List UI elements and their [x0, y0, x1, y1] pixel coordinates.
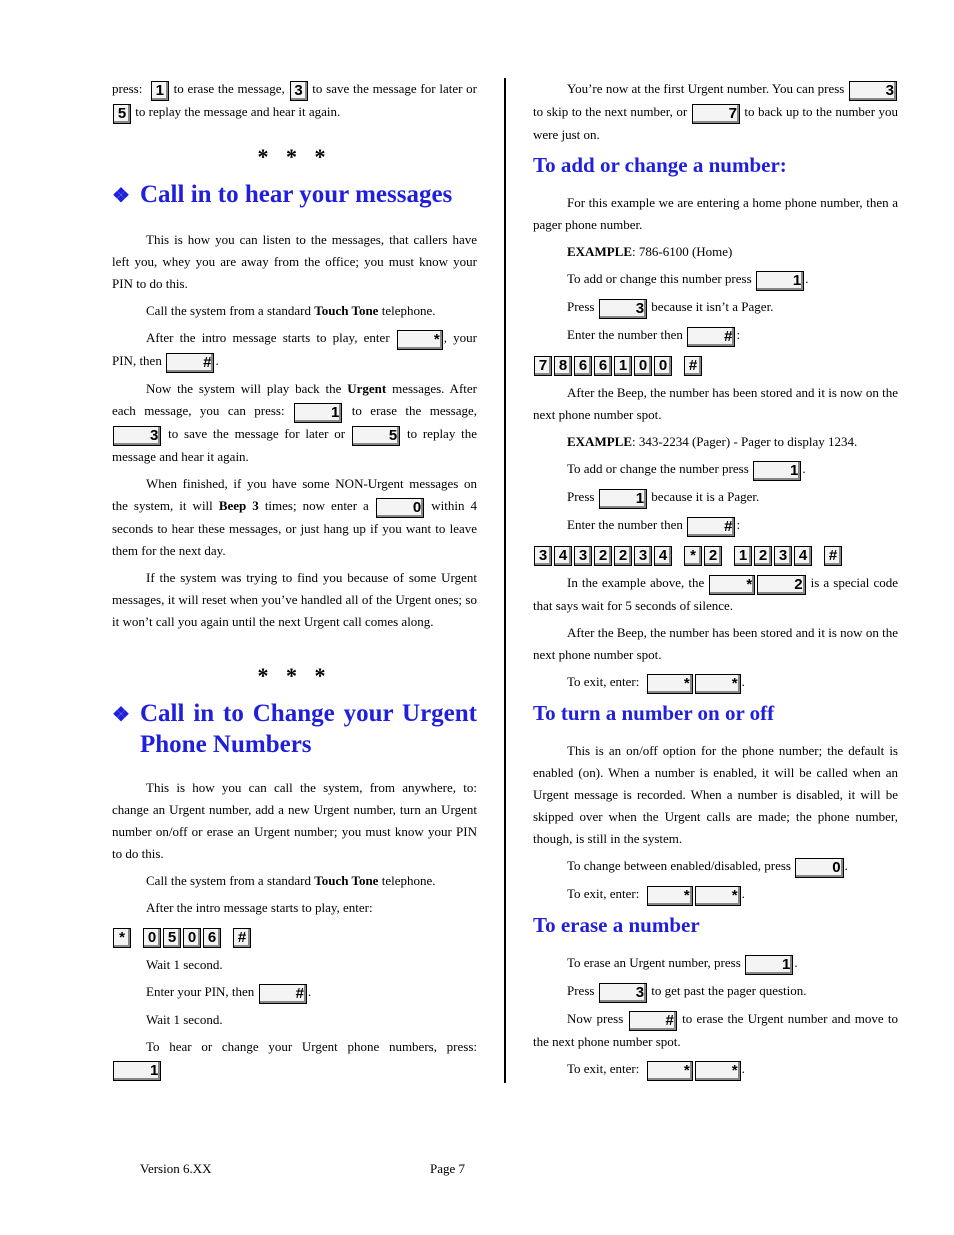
- section-separator: * * *: [257, 144, 332, 169]
- paragraph: When finished, if you have some NON-Urgent messages on the system, it will Beep 3 times; now enter a 0 within 4 seconds to hear these messages, or just hang up if you want to leave them for the next day.: [112, 476, 477, 558]
- paragraph: Now the system will play back the Urgent messages. After each message, you can press: 1 to erase the message, 3 to save the message for later or 5 to replay the message and hear it again.: [112, 381, 477, 464]
- key-digit: 4: [794, 546, 812, 566]
- key-hash: #: [824, 546, 842, 566]
- paragraph: This is how you can listen to the messages, that callers have left you, whey you are away from the office; you must know your PIN to do this.: [112, 232, 477, 291]
- key-1: 1: [113, 1061, 161, 1081]
- heading-change-numbers: ❖ Call in to Change your Urgent Phone Numbers: [112, 700, 477, 758]
- key-3: 3: [290, 81, 308, 101]
- key-star: *: [397, 330, 443, 350]
- key-hash: #: [684, 356, 702, 376]
- paragraph: Wait 1 second.: [146, 1012, 223, 1027]
- key-1: 1: [756, 271, 804, 291]
- key-hash: #: [233, 928, 251, 948]
- key-5: 5: [352, 426, 400, 446]
- paragraph: You’re now at the first Urgent number. You can press 3 to skip to the next number, or 7 to back up to the number you were just on.: [533, 81, 898, 142]
- paragraph: Press 3 to get past the pager question.: [567, 983, 807, 1001]
- key-3: 3: [849, 81, 897, 101]
- key-star: *: [695, 886, 741, 906]
- left-column: [112, 78, 477, 1086]
- key-digit: 8: [554, 356, 572, 376]
- key-digit: 2: [704, 546, 722, 566]
- paragraph: Press 3 because it isn’t a Pager.: [567, 299, 774, 317]
- key-1: 1: [753, 461, 801, 481]
- paragraph: Enter your PIN, then # .: [146, 984, 312, 1002]
- intro-paragraph: press: 1 to erase the message, 3 to save the message for later or 5 to replay the message and hear it again.: [112, 81, 478, 122]
- paragraph: Call the system from a standard Touch Tone telephone.: [146, 873, 436, 888]
- key-hash: #: [166, 353, 214, 373]
- key-3: 3: [599, 299, 647, 319]
- paragraph: To erase an Urgent number, press 1 .: [567, 955, 798, 973]
- key-5: 5: [163, 928, 181, 948]
- diamond-bullet-icon: ❖: [112, 704, 130, 726]
- key-digit: 1: [734, 546, 752, 566]
- paragraph: To hear or change your Urgent phone numbers, press: 1: [112, 1036, 477, 1081]
- key-star: *: [695, 1061, 741, 1081]
- key-sequence: [533, 352, 898, 376]
- paragraph: To exit, enter: * * .: [567, 1061, 745, 1079]
- paragraph: To add or change this number press 1 .: [567, 271, 809, 289]
- key-1: 1: [599, 489, 647, 509]
- key-5: 5: [113, 104, 131, 124]
- key-3: 3: [113, 426, 161, 446]
- key-star: *: [684, 546, 702, 566]
- key-digit: 3: [574, 546, 592, 566]
- key-3: 3: [599, 983, 647, 1003]
- key-hash: #: [259, 984, 307, 1004]
- paragraph: This is an on/off option for the phone number; the default is enabled (on). When a number is enabled, it will be called when an Urgent message is recorded. When a number is disabled, it will be skipped over when the Urgent calls are made; the phone number, though, is still in the system.: [533, 743, 898, 846]
- paragraph: Enter the number then # :: [567, 517, 741, 535]
- key-1: 1: [745, 955, 793, 975]
- paragraph: Press 1 because it is a Pager.: [567, 489, 760, 507]
- heading-add-change: To add or change a number:: [533, 153, 787, 177]
- key-digit: 2: [754, 546, 772, 566]
- key-digit: 3: [534, 546, 552, 566]
- diamond-bullet-icon: ❖: [112, 185, 130, 207]
- key-star: *: [647, 674, 693, 694]
- key-digit: 3: [634, 546, 652, 566]
- key-1: 1: [294, 403, 342, 423]
- key-digit: 6: [574, 356, 592, 376]
- paragraph: Enter the number then # :: [567, 327, 741, 345]
- paragraph: For this example we are entering a home phone number, then a pager phone number.: [533, 195, 898, 232]
- key-0: 0: [795, 858, 843, 878]
- paragraph: EXAMPLE: 343-2234 (Pager) - Pager to display 1234.: [567, 434, 858, 449]
- key-digit: 4: [554, 546, 572, 566]
- key-digit: 2: [614, 546, 632, 566]
- key-digit: 2: [594, 546, 612, 566]
- paragraph: Wait 1 second.: [146, 957, 223, 972]
- footer-version: Version 6.XX: [140, 1161, 212, 1176]
- key-star: *: [113, 928, 131, 948]
- paragraph: After the Beep, the number has been stored and it is now on the next phone number spot.: [533, 625, 898, 662]
- key-star: *: [695, 674, 741, 694]
- paragraph: In the example above, the * 2 is a special code that says wait for 5 seconds of silence.: [533, 575, 898, 613]
- key-6: 6: [203, 928, 221, 948]
- key-sequence: [533, 542, 898, 566]
- key-star: *: [647, 886, 693, 906]
- key-1: 1: [151, 81, 169, 101]
- key-hash: #: [687, 517, 735, 537]
- key-digit: 1: [614, 356, 632, 376]
- paragraph: Now press # to erase the Urgent number and move to the next phone number spot.: [533, 1011, 899, 1049]
- section-separator: * * *: [257, 663, 332, 688]
- key-digit: 0: [634, 356, 652, 376]
- right-column: [533, 78, 898, 1086]
- key-0: 0: [376, 498, 424, 518]
- key-star: *: [647, 1061, 693, 1081]
- key-hash: #: [687, 327, 735, 347]
- paragraph: After the intro message starts to play, enter * , your PIN, then # .: [112, 330, 477, 371]
- key-sequence: [112, 924, 477, 948]
- key-digit: 3: [774, 546, 792, 566]
- key-digit: 6: [594, 356, 612, 376]
- paragraph: EXAMPLE: 786-6100 (Home): [567, 244, 733, 259]
- paragraph: To change between enabled/disabled, press 0 .: [567, 858, 848, 876]
- paragraph: Call the system from a standard Touch Tone telephone.: [146, 303, 436, 318]
- footer-page-number: Page 7: [430, 1161, 466, 1176]
- key-0: 0: [183, 928, 201, 948]
- key-star: *: [709, 575, 755, 595]
- paragraph: To exit, enter: * * .: [567, 886, 745, 904]
- paragraph: After the Beep, the number has been stored and it is now on the next phone number spot.: [533, 385, 898, 422]
- key-digit: 7: [534, 356, 552, 376]
- key-2: 2: [757, 575, 805, 595]
- key-digit: 0: [654, 356, 672, 376]
- paragraph: To exit, enter: * * .: [567, 674, 745, 692]
- key-digit: 4: [654, 546, 672, 566]
- paragraph: After the intro message starts to play, enter:: [146, 900, 373, 915]
- heading-on-off: To turn a number on or off: [533, 701, 775, 725]
- heading-erase: To erase a number: [533, 913, 700, 937]
- key-0: 0: [143, 928, 161, 948]
- column-divider: [504, 78, 506, 1083]
- key-7: 7: [692, 104, 740, 124]
- paragraph: If the system was trying to find you because of some Urgent messages, it will reset when you’ve handled all of the Urgent ones; so it won’t call you again until the next Urgent call comes along.: [112, 570, 477, 629]
- key-hash: #: [629, 1011, 677, 1031]
- paragraph: To add or change the number press 1 .: [567, 461, 806, 479]
- paragraph: This is how you can call the system, from anywhere, to: change an Urgent number, add a new Urgent number, turn an Urgent number on/off or erase an Urgent number; you must know your PIN to do this.: [112, 780, 477, 861]
- heading-hear-messages: ❖ Call in to hear your messages: [112, 180, 477, 211]
